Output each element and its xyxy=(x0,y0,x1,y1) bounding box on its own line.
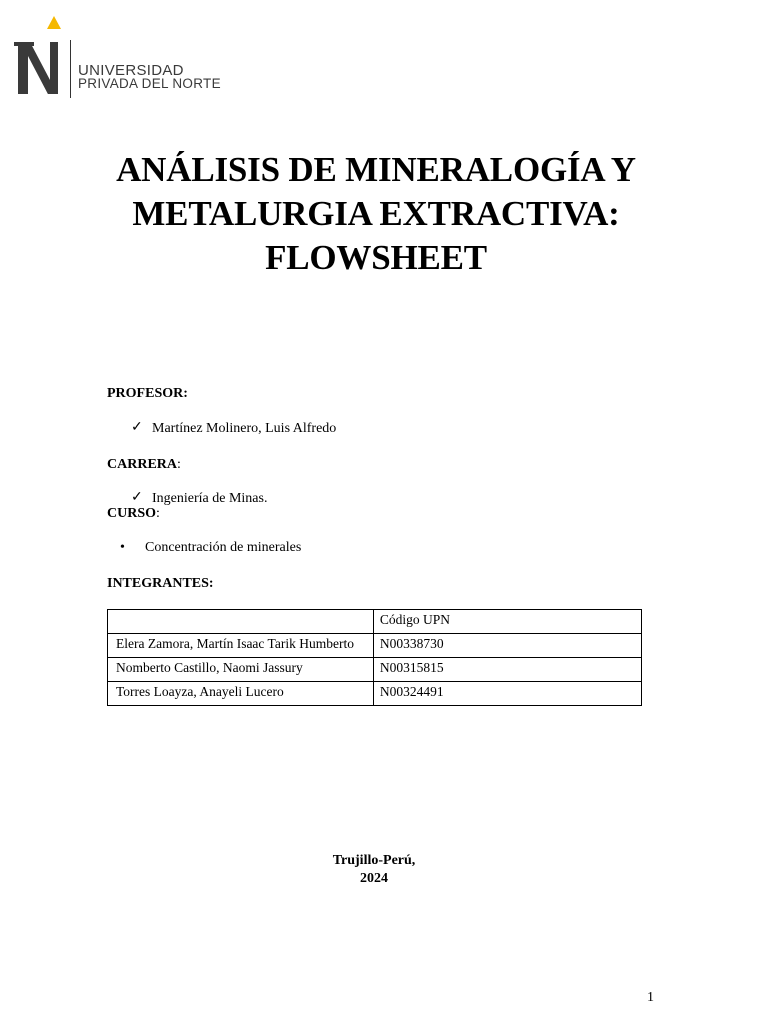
check-icon: ✓ xyxy=(131,490,143,505)
logo-line-1: UNIVERSIDAD xyxy=(78,62,184,79)
carrera-label-text: CARRERA xyxy=(107,457,177,472)
title-line-2: METALURGIA EXTRACTIVA: xyxy=(132,194,620,233)
table-row xyxy=(108,658,642,682)
table-row xyxy=(108,634,642,658)
place-text: Trujillo-Perú, xyxy=(332,853,416,868)
curso-label-text: CURSO xyxy=(107,506,157,521)
table-header-cell: Código UPN xyxy=(373,610,641,634)
bullet-icon: • xyxy=(120,540,125,555)
title-line-1: ANÁLISIS DE MINERALOGÍA Y xyxy=(116,150,636,189)
member-name: Elera Zamora, Martín Isaac Tarik Humberto xyxy=(108,634,374,658)
table-header-cell xyxy=(108,610,374,634)
member-code: N00315815 xyxy=(373,658,641,682)
table-header-row xyxy=(108,610,642,634)
curso-item: Concentración de minerales xyxy=(145,540,302,555)
year-text: 2024 xyxy=(360,871,388,886)
carrera-label xyxy=(107,457,181,473)
upn-logo-mark-icon xyxy=(14,14,66,94)
logo-text xyxy=(78,64,221,90)
place-and-year xyxy=(234,852,514,888)
document-title xyxy=(60,148,692,280)
carrera-item: Ingeniería de Minas. xyxy=(152,491,268,506)
member-code: N00324491 xyxy=(373,682,641,706)
check-icon: ✓ xyxy=(131,420,143,435)
carrera-colon: : xyxy=(177,457,181,472)
curso-label xyxy=(107,506,160,522)
table-row xyxy=(108,682,642,706)
member-name: Nomberto Castillo, Naomi Jassury xyxy=(108,658,374,682)
logo-line-2: PRIVADA DEL NORTE xyxy=(78,76,221,91)
title-line-3: FLOWSHEET xyxy=(265,238,487,277)
member-code: N00338730 xyxy=(373,634,641,658)
page-number: 1 xyxy=(647,990,654,1005)
profesor-item: Martínez Molinero, Luis Alfredo xyxy=(152,421,337,436)
university-logo xyxy=(14,14,254,94)
member-name: Torres Loayza, Anayeli Lucero xyxy=(108,682,374,706)
members-table xyxy=(107,609,642,706)
integrantes-label: INTEGRANTES: xyxy=(107,576,214,591)
curso-colon: : xyxy=(156,506,160,521)
logo-divider xyxy=(70,40,71,98)
profesor-label: PROFESOR: xyxy=(107,386,188,401)
